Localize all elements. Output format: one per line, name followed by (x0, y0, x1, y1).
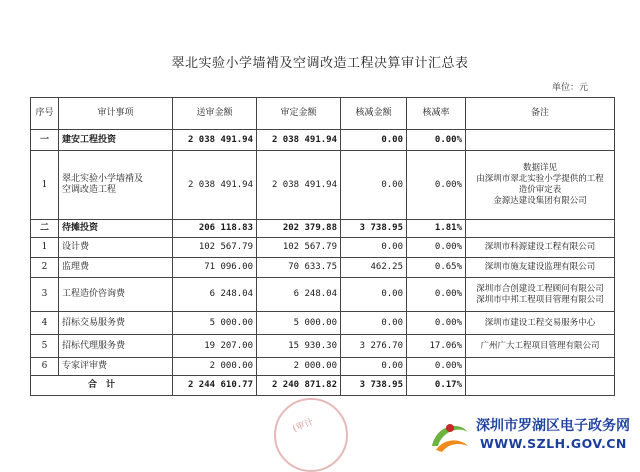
header-rate: 核减率 (407, 98, 466, 130)
header-reduction: 核减金额 (341, 98, 407, 130)
header-remark: 备注 (466, 98, 615, 130)
row-approved: 70 633.75 (257, 258, 341, 278)
header-submitted: 送审金额 (173, 98, 257, 130)
table-row (31, 130, 615, 151)
row-rate: 0.00% (407, 151, 466, 220)
row-submitted: 2 000.00 (173, 358, 257, 376)
row-item (59, 151, 173, 220)
logo-site-name: 深圳市罗湖区电子政务网 (476, 418, 630, 434)
audit-summary-table (30, 97, 615, 396)
header-approved: 审定金额 (257, 98, 341, 130)
swirl-logo-icon (428, 416, 472, 456)
table-row (31, 220, 615, 238)
row-approved: 6 248.04 (257, 278, 341, 312)
row-remark (466, 358, 615, 376)
row-reduction: 0.00 (341, 358, 407, 376)
remark-line: 金源达建设集团有限公司 (493, 196, 587, 206)
document-title: 翠北实验小学墙褙及空调改造工程决算审计汇总表 (171, 56, 469, 71)
total-reduction: 3 738.95 (341, 376, 407, 396)
row-item: 工程造价咨询费 (59, 278, 173, 312)
row-reduction: 462.25 (341, 258, 407, 278)
row-item: 建安工程投资 (59, 130, 173, 151)
row-approved: 15 930.30 (257, 335, 341, 358)
row-remark (466, 278, 615, 312)
total-submitted: 2 244 610.77 (173, 376, 257, 396)
row-rate: 0.00% (407, 312, 466, 335)
row-remark (466, 151, 615, 220)
row-item-line: 翠北实验小学墙褙及 (62, 174, 144, 184)
row-reduction: 3 276.70 (341, 335, 407, 358)
total-rate: 0.17% (407, 376, 466, 396)
row-reduction: 0.00 (341, 278, 407, 312)
total-approved: 2 240 871.82 (257, 376, 341, 396)
row-submitted: 19 207.00 (173, 335, 257, 358)
table-header-row (31, 98, 615, 130)
row-remark: 深圳市施友建设监理有限公司 (466, 258, 615, 278)
row-reduction: 3 738.95 (341, 220, 407, 238)
szlh-logo[interactable] (428, 414, 638, 460)
row-item-line: 空调改造工程 (62, 185, 117, 195)
table-row (31, 151, 615, 220)
row-remark: 广州广大工程项目管理有限公司 (466, 335, 615, 358)
row-reduction: 0.00 (341, 130, 407, 151)
row-approved: 202 379.88 (257, 220, 341, 238)
row-no: 3 (31, 278, 59, 312)
logo-url: WWW.SZLH.GOV.CN (480, 436, 627, 451)
row-item: 招标交易服务费 (59, 312, 173, 335)
row-no: 二 (31, 220, 59, 238)
row-rate: 0.00% (407, 358, 466, 376)
row-approved: 102 567.79 (257, 238, 341, 258)
row-remark: 深圳市科源建设工程有限公司 (466, 238, 615, 258)
header-item: 审计事项 (59, 98, 173, 130)
header-no: 序号 (31, 98, 59, 130)
table-row (31, 335, 615, 358)
row-no: 5 (31, 335, 59, 358)
row-no: 6 (31, 358, 59, 376)
row-submitted: 2 038 491.94 (173, 130, 257, 151)
row-approved: 5 000.00 (257, 312, 341, 335)
row-approved: 2 000.00 (257, 358, 341, 376)
row-item: 招标代理服务费 (59, 335, 173, 358)
row-submitted: 71 096.00 (173, 258, 257, 278)
row-rate: 0.00% (407, 278, 466, 312)
row-remark: 深圳市建设工程交易服务中心 (466, 312, 615, 335)
row-reduction: 0.00 (341, 312, 407, 335)
row-remark (466, 130, 615, 151)
stamp-text: (审计 (291, 417, 316, 435)
row-reduction: 0.00 (341, 151, 407, 220)
row-no: 1 (31, 238, 59, 258)
total-remark (466, 376, 615, 396)
unit-label: 单位：元 (551, 83, 588, 93)
row-rate: 1.81% (407, 220, 466, 238)
remark-line: 由深圳市翠北实验小学提供的工程 (476, 174, 604, 184)
row-reduction: 0.00 (341, 238, 407, 258)
row-item: 专家评审费 (59, 358, 173, 376)
table-row (31, 312, 615, 335)
remark-line: 深圳市中邦工程项目管理有限公司 (476, 294, 604, 305)
row-item: 待摊投资 (59, 220, 173, 238)
row-rate: 0.00% (407, 130, 466, 151)
row-no: 2 (31, 258, 59, 278)
row-submitted: 6 248.04 (173, 278, 257, 312)
row-remark (466, 220, 615, 238)
row-rate: 0.00% (407, 238, 466, 258)
remark-line: 数据详见 (522, 163, 557, 173)
row-item: 监理费 (59, 258, 173, 278)
row-rate: 0.65% (407, 258, 466, 278)
total-label: 合 计 (31, 376, 173, 396)
row-approved: 2 038 491.94 (257, 130, 341, 151)
row-submitted: 5 000.00 (173, 312, 257, 335)
remark-line: 深圳市合创建设工程顾问有限公司 (476, 283, 604, 294)
table-row (31, 258, 615, 278)
row-approved: 2 038 491.94 (257, 151, 341, 220)
row-submitted: 102 567.79 (173, 238, 257, 258)
row-no: 4 (31, 312, 59, 335)
table-row (31, 238, 615, 258)
row-item: 设计费 (59, 238, 173, 258)
remark-line: 造价审定表 (518, 185, 562, 195)
row-rate: 17.06% (407, 335, 466, 358)
total-row (31, 376, 615, 396)
row-submitted: 206 118.83 (173, 220, 257, 238)
row-no: 一 (31, 130, 59, 151)
table-row (31, 278, 615, 312)
table-row (31, 358, 615, 376)
row-no: 1 (31, 151, 59, 220)
row-submitted: 2 038 491.94 (173, 151, 257, 220)
